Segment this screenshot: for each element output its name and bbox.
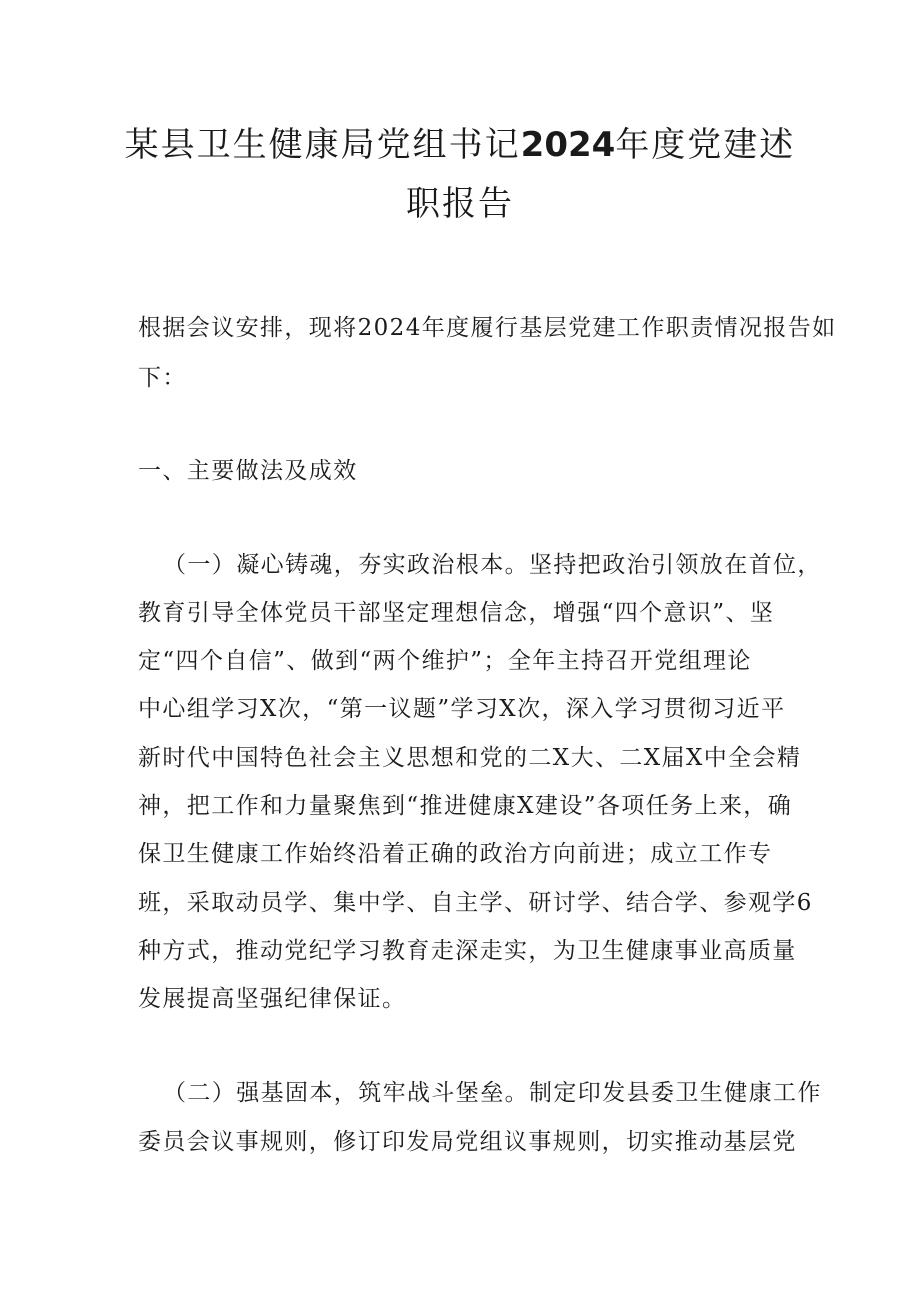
para1-line-5: 新时代中国特色社会主义思想和党的二X大、二X届X中全会精 [138, 745, 802, 771]
para1-line-4: 中心组学习X次，“第一议题”学习X次，深入学习贯彻习近平 [138, 696, 786, 722]
document-title-line-2: 职报告 [406, 184, 514, 224]
para1-line-7: 保卫生健康工作始终沿着正确的政治方向前进；成立工作专 [138, 841, 773, 867]
intro-line-1: 根据会议安排，现将2024年度履行基层党建工作职责情况报告如 [138, 315, 837, 341]
section-heading: 一、主要做法及成效 [138, 458, 358, 484]
title-year: 2024 [520, 125, 616, 165]
para1-line-2: 教育引导全体党员干部坚定理想信念，增强“四个意识”、坚 [138, 600, 775, 626]
intro-line-2: 下： [138, 365, 187, 391]
para1-line-3: 定“四个自信”、做到“两个维护”；全年主持召开党组理论 [138, 648, 752, 674]
para1-line-8: 班，采取动员学、集中学、自主学、研讨学、结合学、参观学6 [138, 890, 813, 916]
para1-line-9: 种方式，推动党纪学习教育走深走实，为卫生健康事业高质量 [138, 938, 797, 964]
para2-line-1: （二）强基固本，筑牢战斗堡垒。制定印发县委卫生健康工作 [163, 1080, 822, 1106]
para1-line-6: 神，把工作和力量聚焦到“推进健康X建设”各项任务上来，确 [138, 793, 793, 819]
document-title-line-1: 某县卫生健康局党组书记2024年度党建述 [124, 125, 796, 165]
para1-line-10: 发展提高坚强纪律保证。 [138, 986, 407, 1012]
para1-line-1: （一）凝心铸魂，夯实政治根本。坚持把政治引领放在首位， [163, 552, 822, 578]
para2-line-2: 委员会议事规则，修订印发局党组议事规则，切实推动基层党 [138, 1129, 797, 1155]
